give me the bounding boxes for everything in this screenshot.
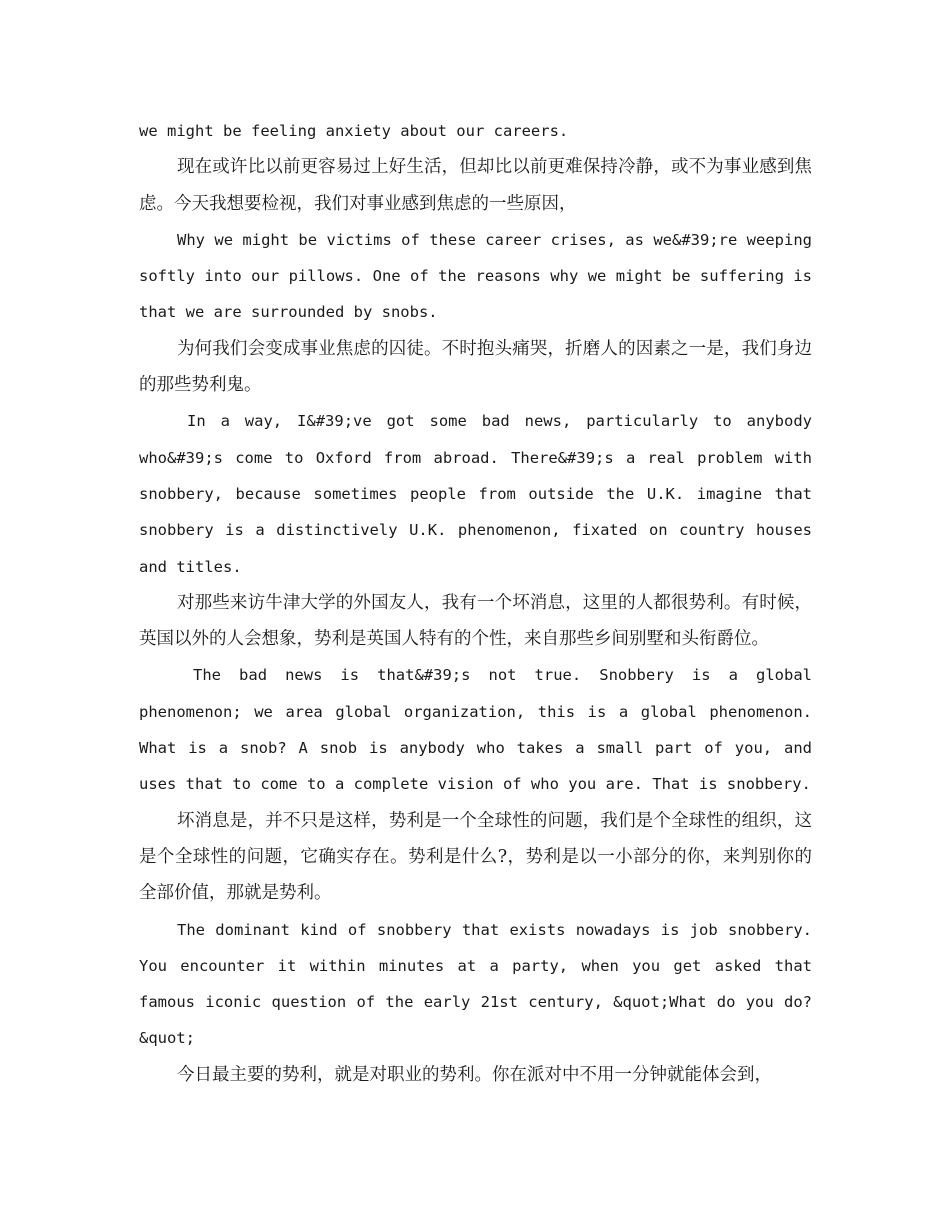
paragraph-zh-2: 为何我们会变成事业焦虑的囚徒。不时抱头痛哭，折磨人的因素之一是，我们身边的那些势利鬼。 <box>139 338 812 396</box>
paragraph-en-1: we might be feeling anxiety about our careers. <box>139 122 569 140</box>
paragraph-zh-5: 今日最主要的势利，就是对职业的势利。你在派对中不用一分钟就能体会到， <box>177 1064 772 1085</box>
paragraph-en-3: In a way, I&#39;ve got some bad news, particularly to anybody who&#39;s come to Oxford from abroad. There&#39;s a real problem with snobbery, because sometimes people from outside the U.K. imagine that snobbery is a distinctively U.K. phenomenon, fixated on country houses and titles. <box>139 412 812 576</box>
paragraph-en-5: The dominant kind of snobbery that exists nowadays is job snobbery. You encounter it within minutes at a party, when you get asked that famous iconic question of the early 21st century, &quot;What do you do? &quot; <box>139 920 812 1048</box>
document-page <box>139 113 812 1093</box>
paragraph-zh-1: 现在或许比以前更容易过上好生活，但却比以前更难保持冷静，或不为事业感到焦虑。今天我想要检视，我们对事业感到焦虑的一些原因， <box>139 157 812 214</box>
paragraph-zh-4: 坏消息是，并不只是这样，势利是一个全球性的问题，我们是个全球性的组织，这是个全球性的问题，它确实存在。势利是什么?，势利是以一小部分的你，来判别你的全部价值，那就是势利。 <box>139 810 812 904</box>
paragraph-en-2: Why we might be victims of these career crises, as we&#39;re weeping softly into our pillows. One of the reasons why we might be suffering is that we are surrounded by snobs. <box>139 230 812 322</box>
paragraph-zh-3: 对那些来访牛津大学的外国友人，我有一个坏消息，这里的人都很势利。有时候，英国以外的人会想象，势利是英国人特有的个性，来自那些乡间别墅和头衔爵位。 <box>139 592 812 650</box>
paragraph-en-4: The bad news is that&#39;s not true. Snobbery is a global phenomenon; we area global organization, this is a global phenomenon. What is a snob? A snob is anybody who takes a small part of you, and uses that to come to a complete vision of who you are. That is snobbery. <box>139 666 812 794</box>
